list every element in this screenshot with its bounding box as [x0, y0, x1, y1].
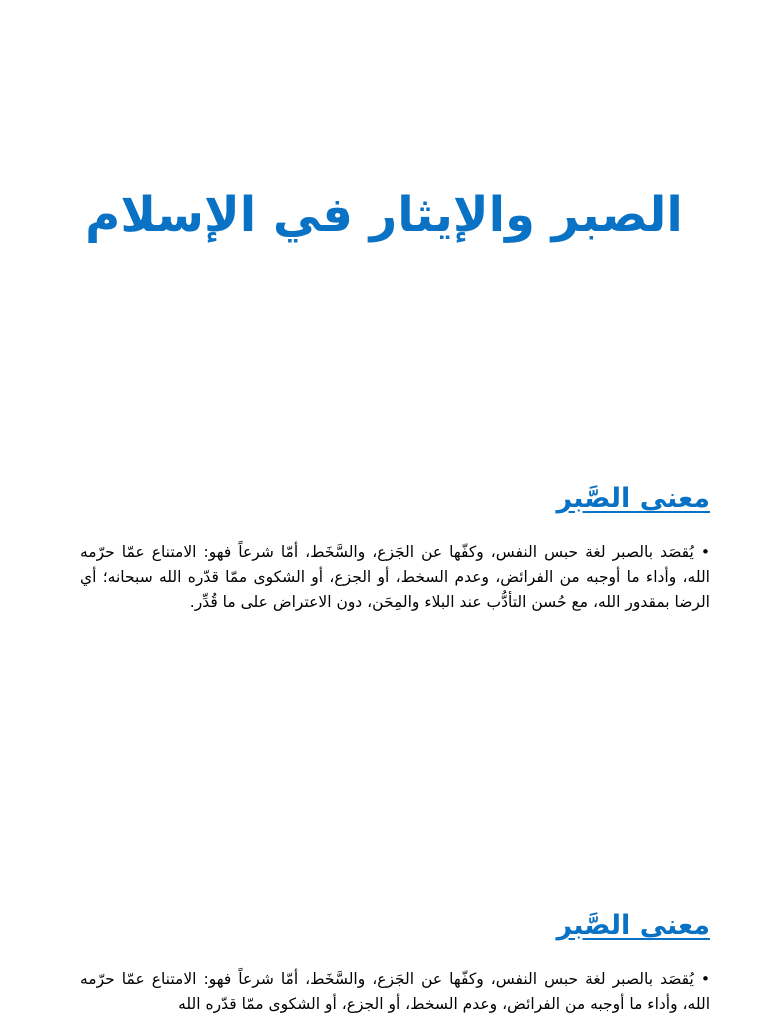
- section-heading: معنى الصَّبر: [556, 910, 710, 941]
- bullet-marker: •: [700, 543, 710, 561]
- section-body: [80, 540, 710, 615]
- bullet-marker: •: [700, 970, 710, 988]
- section-sabr-meaning: [0, 478, 768, 615]
- section-heading: معنى الصَّبر: [556, 483, 710, 514]
- section-body-text: يُقصَد بالصبر لغة حبس النفس، وكفّها عن الجَزع، والسَّخَط، أمّا شرعاً فهو: الامتناع عمّا حرّمه الله، وأداء ما أوجبه من الفرائض، وعدم السخط، أو الجزع، أو الشكوى ممّا قدّره الله سبحانه؛ أي الرضا بمقدور الله، مع حُسن التأدُّب عند البلاء والمِحَن، دون الاعتراض على ما قُدِّر.: [80, 543, 710, 611]
- slide-title: الصبر والإيثار في الإسلام: [85, 187, 683, 243]
- section-sabr-meaning-repeat: [0, 905, 768, 1017]
- section-body-text: يُقصَد بالصبر لغة حبس النفس، وكفّها عن الجَزع، والسَّخَط، أمّا شرعاً فهو: الامتناع عمّا حرّمه الله، وأداء ما أوجبه من الفرائض، وعدم السخط، أو الجزع، أو الشكوى ممّا قدّره الله: [80, 970, 710, 1013]
- section-body: [80, 967, 710, 1017]
